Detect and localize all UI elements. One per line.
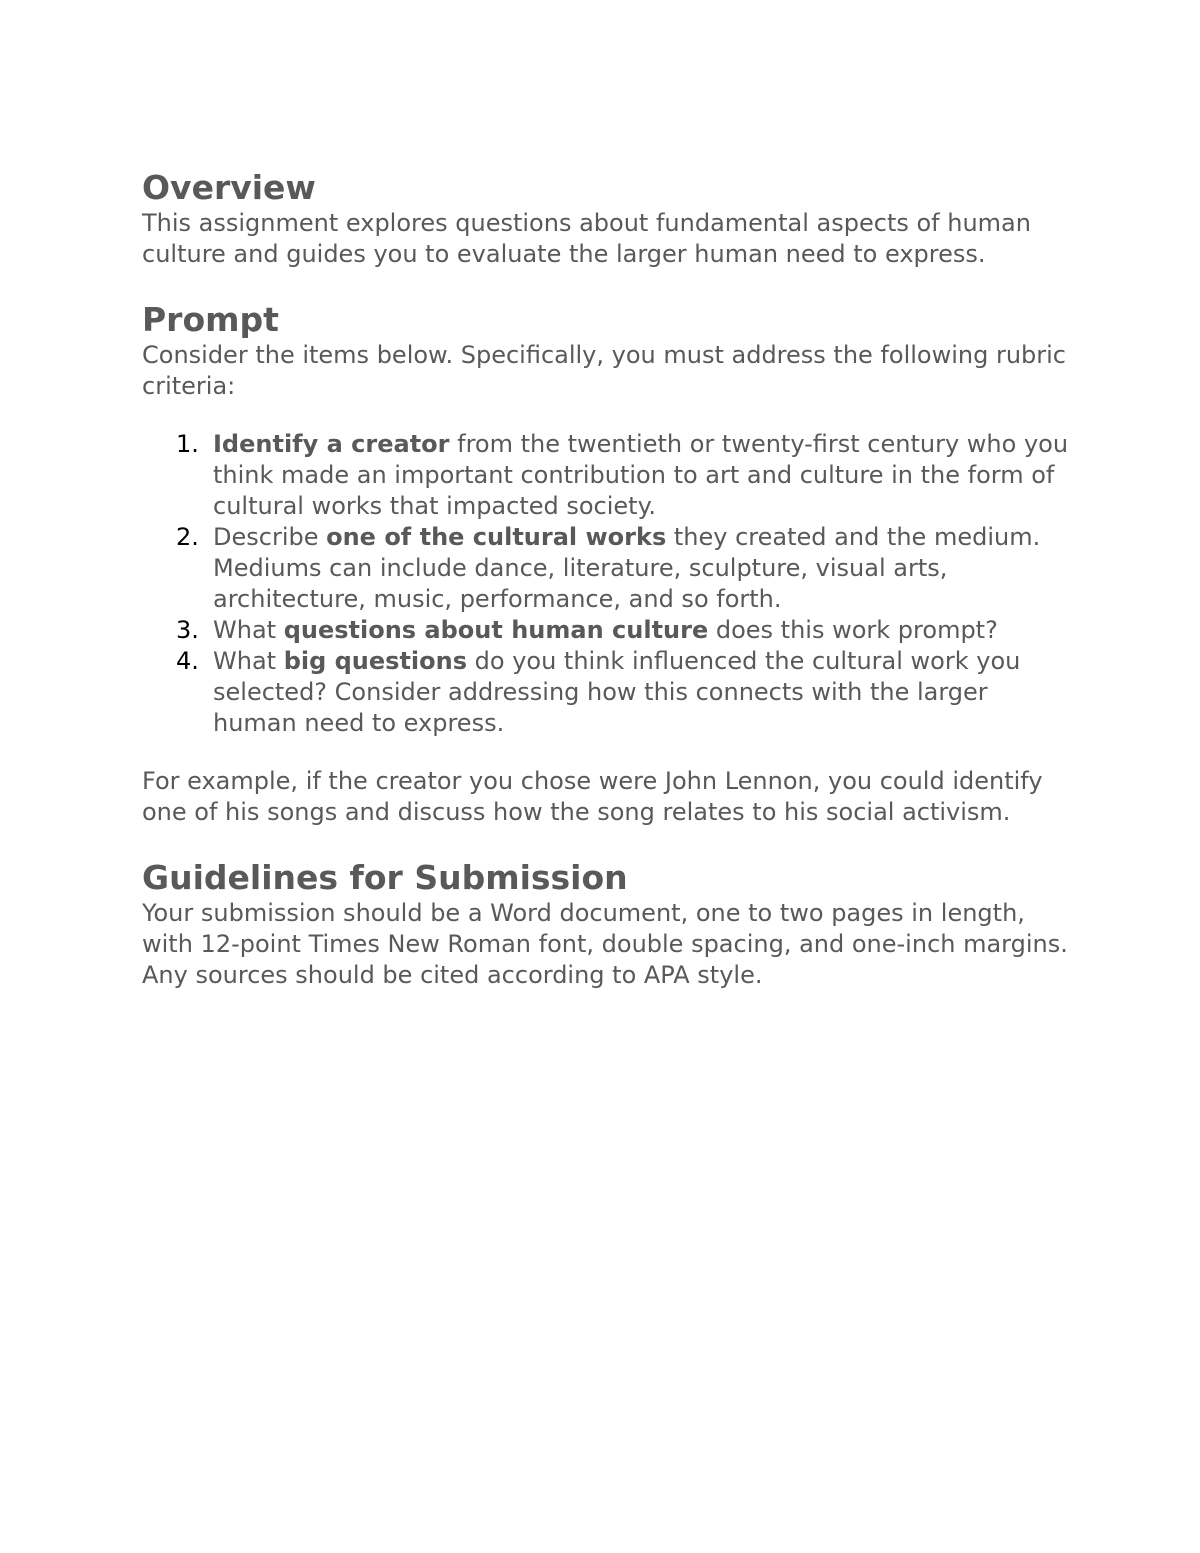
prompt-heading: Prompt bbox=[142, 300, 279, 339]
list-item-bold-text: big questions bbox=[283, 647, 468, 675]
list-item-text-after: from the twentieth or twenty-first century who you think made an important contribution to art and culture in the form of cultural works that impacted society. bbox=[213, 430, 1069, 520]
overview-body: This assignment explores questions about fundamental aspects of human culture and guides you to evaluate the larger human need to express. bbox=[142, 209, 1031, 268]
list-item-bold-text: one of the cultural works bbox=[326, 523, 667, 551]
list-item bbox=[142, 615, 1072, 646]
list-item-bold-text: Identify a creator bbox=[213, 430, 450, 458]
prompt-section bbox=[142, 300, 1072, 828]
list-item-number: 2. bbox=[176, 523, 199, 551]
list-item-text-after: they created and the medium. Mediums can include dance, literature, sculpture, visual arts, architecture, music, performance, and so forth. bbox=[213, 523, 1041, 613]
list-item-number: 4. bbox=[176, 647, 199, 675]
prompt-intro: Consider the items below. Specifically, you must address the following rubric criteria: bbox=[142, 341, 1066, 400]
list-item bbox=[142, 429, 1072, 522]
list-item-number: 3. bbox=[176, 616, 199, 644]
overview-heading: Overview bbox=[142, 168, 316, 207]
list-item bbox=[142, 646, 1072, 739]
guidelines-section bbox=[142, 858, 1072, 991]
guidelines-heading: Guidelines for Submission bbox=[142, 858, 628, 897]
guidelines-body: Your submission should be a Word document, one to two pages in length, with 12-point Times New Roman font, double spacing, and one-inch margins. Any sources should be cited according to APA style. bbox=[142, 899, 1068, 989]
overview-section bbox=[142, 168, 1072, 270]
list-item-text-after: do you think influenced the cultural work you selected? Consider addressing how this connects with the larger human need to express. bbox=[213, 647, 1021, 737]
list-item-text-before: Describe bbox=[213, 523, 327, 551]
list-item-text-before: What bbox=[213, 647, 284, 675]
list-item bbox=[142, 522, 1072, 615]
document-page bbox=[142, 168, 1072, 1021]
list-item-text-before: What bbox=[213, 616, 284, 644]
rubric-criteria-list bbox=[142, 429, 1072, 739]
list-item-text-after: does this work prompt? bbox=[708, 616, 998, 644]
list-item-bold-text: questions about human culture bbox=[283, 616, 709, 644]
prompt-example: For example, if the creator you chose were John Lennon, you could identify one of his songs and discuss how the song relates to his social activism. bbox=[142, 767, 1043, 826]
list-item-number: 1. bbox=[176, 430, 199, 458]
